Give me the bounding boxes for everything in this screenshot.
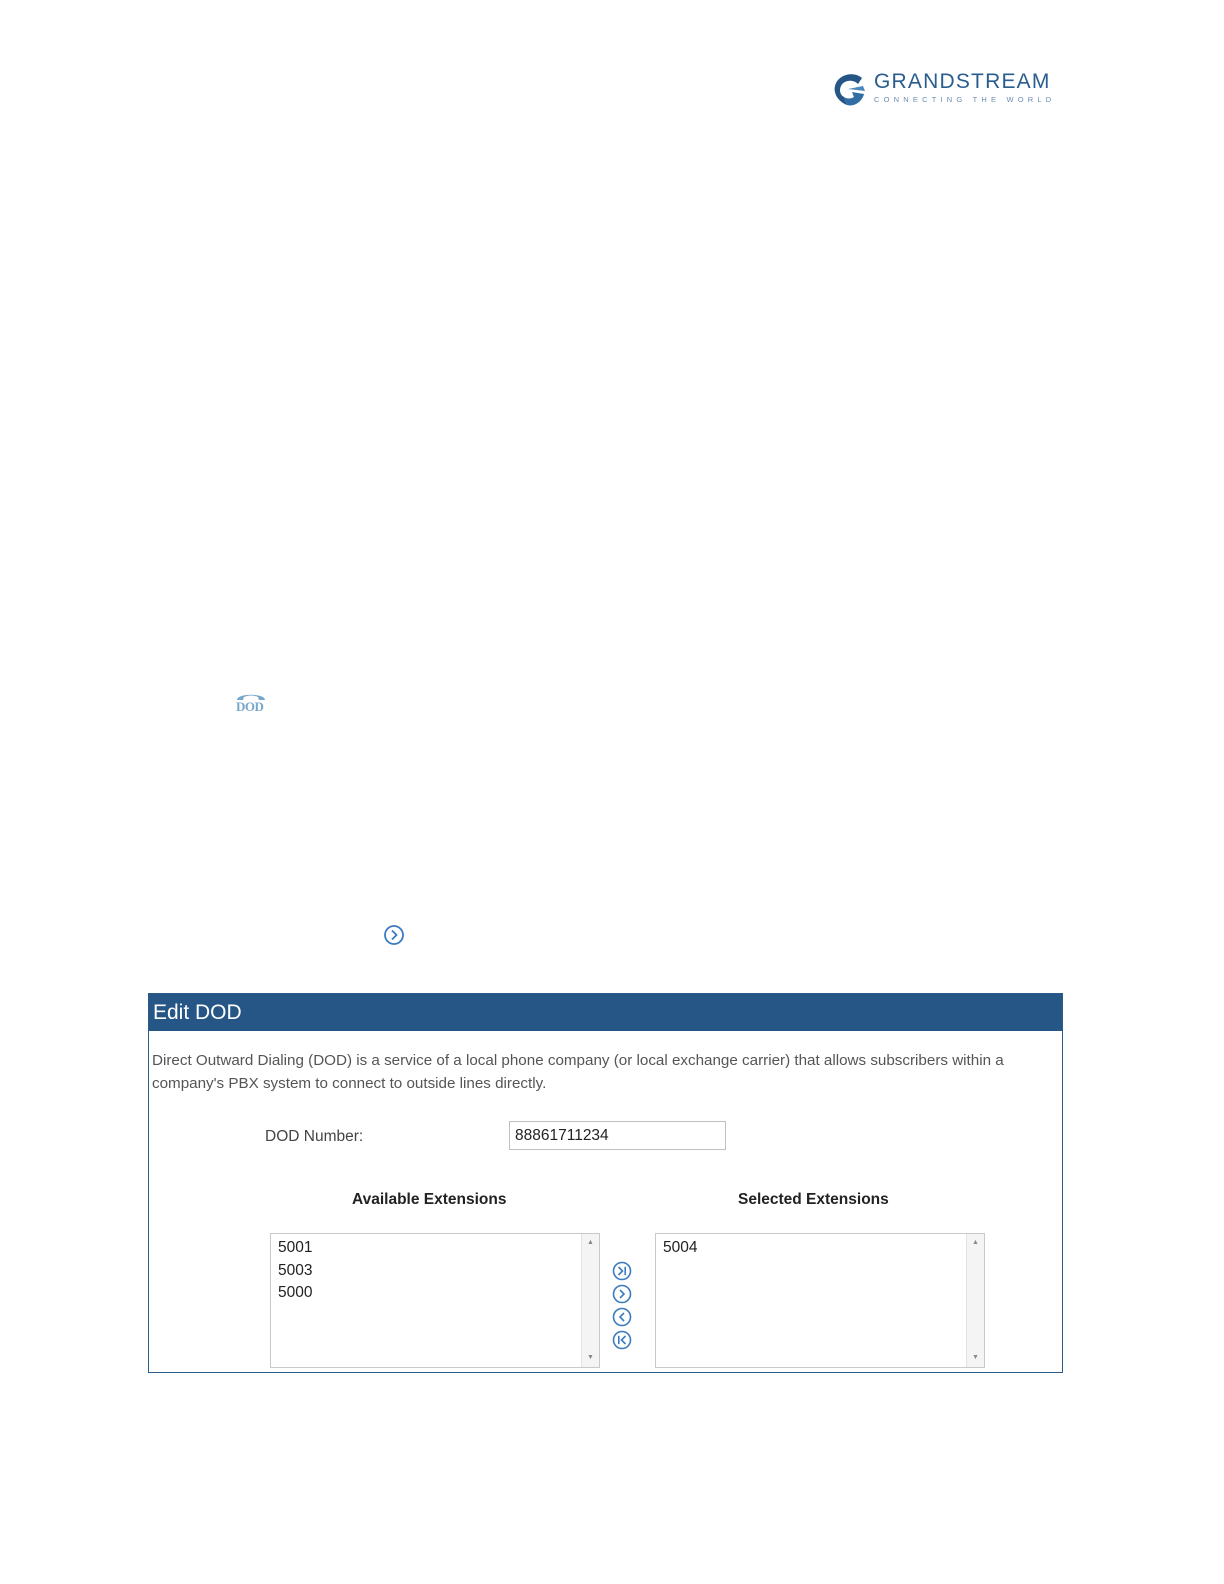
move-all-left-button[interactable] — [611, 1329, 633, 1351]
scroll-down-icon[interactable]: ▼ — [972, 1354, 979, 1361]
transfer-buttons — [611, 1260, 633, 1352]
grandstream-logo — [832, 70, 1072, 110]
scrollbar[interactable] — [966, 1234, 984, 1367]
edit-dod-dialog — [148, 993, 1063, 1373]
available-extensions-list[interactable] — [270, 1233, 600, 1368]
move-right-button[interactable] — [611, 1283, 633, 1305]
logo-tagline: CONNECTING THE WORLD — [874, 95, 1056, 104]
list-item[interactable]: 5004 — [663, 1239, 698, 1256]
scroll-up-icon[interactable]: ▲ — [972, 1239, 979, 1246]
add-arrow-icon — [383, 924, 405, 946]
move-all-right-button[interactable] — [611, 1260, 633, 1282]
logo-brand-text: GRANDSTREAM — [874, 70, 1051, 93]
selected-extensions-title: Selected Extensions — [738, 1191, 889, 1208]
list-item[interactable]: 5000 — [278, 1284, 313, 1301]
move-left-button[interactable] — [611, 1306, 633, 1328]
dod-phone-icon — [235, 690, 269, 716]
available-extensions-title: Available Extensions — [352, 1191, 507, 1208]
dialog-description: Direct Outward Dialing (DOD) is a service of a local phone company (or local exchange carrier) that allows subscribers within a company's PBX system to connect to outside lines directly. — [152, 1052, 1004, 1092]
list-item[interactable]: 5003 — [278, 1261, 313, 1279]
scroll-down-icon[interactable]: ▼ — [587, 1354, 594, 1361]
dialog-title: Edit DOD — [149, 994, 1062, 1031]
selected-extensions-list[interactable] — [655, 1233, 985, 1368]
dod-icon-label: DOD — [236, 699, 264, 714]
grandstream-logo-mark-icon — [832, 72, 868, 108]
dod-number-input[interactable] — [509, 1121, 726, 1150]
scroll-up-icon[interactable]: ▲ — [587, 1239, 594, 1246]
scrollbar[interactable] — [581, 1234, 599, 1367]
list-item[interactable]: 5001 — [278, 1239, 313, 1256]
dod-number-label: DOD Number: — [265, 1128, 364, 1145]
